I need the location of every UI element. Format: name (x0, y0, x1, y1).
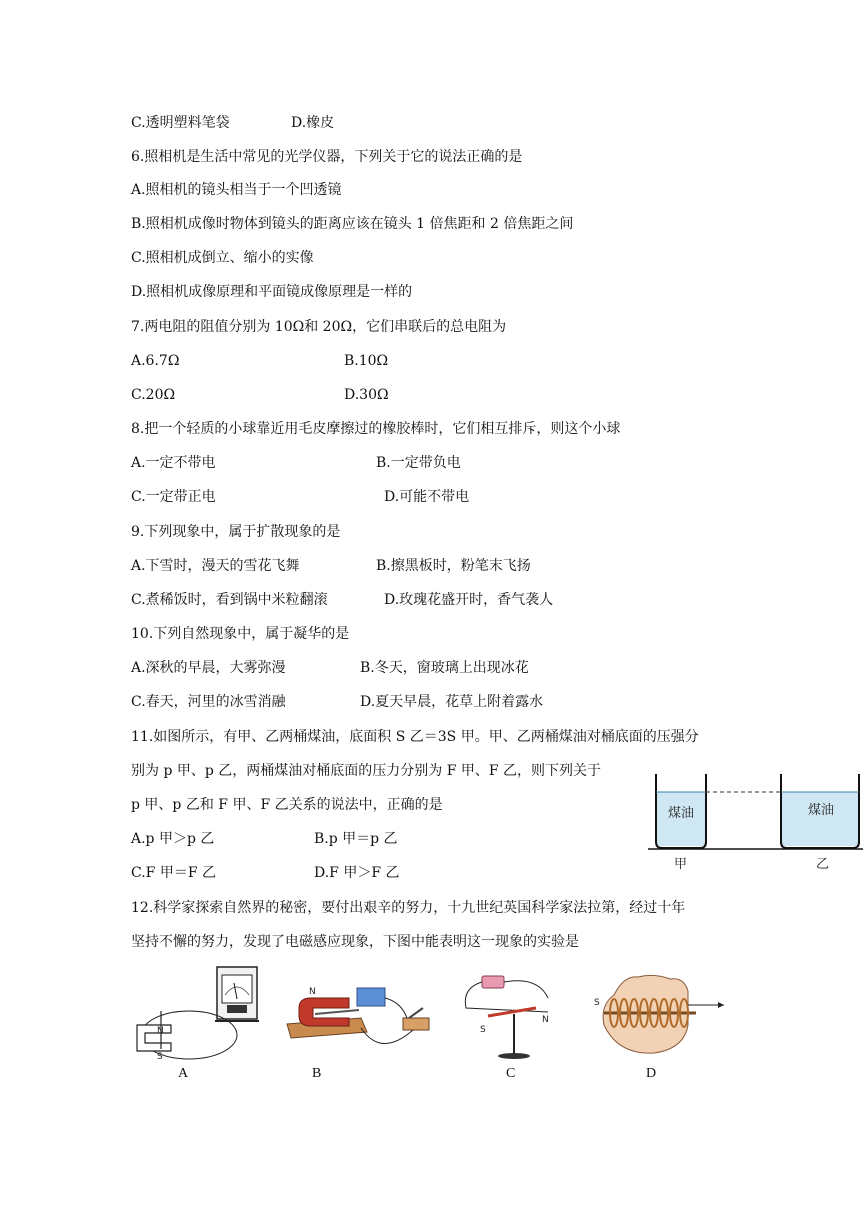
q12-figure-a (131, 963, 261, 1068)
q9-stem: 9.下列现象中，属于扩散现象的是 (131, 524, 341, 540)
pole-s-a: S (157, 1052, 163, 1062)
q12-figure-label-d: D (646, 1066, 657, 1081)
pole-n-a: N (157, 1026, 164, 1036)
q11-option-d: D.F 甲＞F 乙 (314, 865, 400, 881)
q10-option-b: B.冬天，窗玻璃上出现冰花 (360, 660, 529, 676)
q7-option-a: A.6.7Ω (131, 353, 180, 369)
metal-rod (315, 1010, 359, 1014)
q12-stem-line-2: 坚持不懈的努力，发现了电磁感应现象，下图中能表明这一现象的实验是 (131, 934, 579, 950)
q12-figure-label-a: A (178, 1066, 189, 1081)
q11-bucket-figure (648, 772, 863, 872)
q7-option-c: C.20Ω (131, 387, 176, 403)
q6-option-a: A.照相机的镜头相当于一个凹透镜 (131, 182, 342, 198)
q6-option-b: B.照相机成像时物体到镜头的距离应该在镜头 1 倍焦距和 2 倍焦距之间 (131, 216, 574, 232)
circuit-wire (141, 1011, 237, 1059)
battery-box (357, 988, 385, 1006)
q8-option-d: D.可能不带电 (384, 489, 470, 505)
switch-base (403, 1018, 429, 1030)
q8-option-c: C.一定带正电 (131, 489, 216, 505)
pole-n-b: N (309, 987, 316, 997)
q11-stem-line-2: 别为 p 甲、p 乙，两桶煤油对桶底面的压力分别为 F 甲、F 乙，则下列关于 (131, 763, 602, 779)
q5-option-d: D.橡皮 (291, 115, 335, 131)
kerosene-yi-fill (781, 792, 859, 846)
q7-option-b: B.10Ω (344, 353, 389, 369)
galvanometer-terminal (227, 1005, 247, 1013)
bucket-yi-caption: 乙 (816, 857, 830, 872)
pole-n-c: N (542, 1015, 549, 1025)
battery-cell (482, 976, 504, 988)
q12-figure-label-b: B (312, 1066, 322, 1081)
q8-stem: 8.把一个轻质的小球靠近用毛皮摩擦过的橡胶棒时，它们相互排斥，则这个小球 (131, 421, 621, 437)
q11-stem-line-3: p 甲、p 乙和 F 甲、F 乙关系的说法中，正确的是 (131, 797, 443, 813)
bucket-jia (656, 774, 706, 848)
switch-lever (409, 1008, 423, 1018)
q8-option-b: B.一定带负电 (376, 455, 461, 471)
pole-s-c: S (480, 1025, 486, 1035)
bucket-jia-caption: 甲 (674, 857, 688, 872)
stand-base (498, 1053, 530, 1059)
q10-option-d: D.夏天早晨，花草上附着露水 (360, 694, 544, 710)
q9-option-b: B.擦黑板时，粉笔末飞扬 (376, 558, 531, 574)
q9-option-a: A.下雪时，漫天的雪花飞舞 (131, 558, 300, 574)
bucket-yi (781, 774, 859, 848)
kerosene-jia-label: 煤油 (668, 806, 695, 821)
kerosene-yi-label: 煤油 (808, 803, 835, 818)
q8-option-a: A.一定不带电 (131, 455, 216, 471)
q9-option-c: C.煮稀饭时，看到锅中米粒翻滚 (131, 592, 328, 608)
q11-stem-line-1: 11.如图所示，有甲、乙两桶煤油，底面积 S 乙＝3S 甲。甲、乙两桶煤油对桶底面的压强分 (131, 729, 699, 745)
q11-option-b: B.p 甲＝p 乙 (314, 831, 398, 847)
u-magnet (137, 1025, 171, 1051)
q9-option-d: D.玫瑰花盛开时，香气袭人 (384, 592, 554, 608)
pole-s-d: S (594, 998, 600, 1008)
q6-option-c: C.照相机成倒立、缩小的实像 (131, 250, 314, 266)
q12-figure-d (584, 965, 729, 1065)
q10-stem: 10.下列自然现象中，属于凝华的是 (131, 626, 350, 642)
q12-figure-b (281, 978, 441, 1068)
q6-stem: 6.照相机是生活中常见的光学仪器，下列关于它的说法正确的是 (131, 149, 523, 165)
q12-stem-line-1: 12.科学家探索自然界的秘密，要付出艰辛的努力，十九世纪英国科学家法拉第，经过十年 (131, 900, 686, 916)
q6-option-d: D.照相机成像原理和平面镜成像原理是一样的 (131, 284, 413, 300)
q11-option-c: C.F 甲＝F 乙 (131, 865, 216, 881)
q10-option-a: A.深秋的早晨，大雾弥漫 (131, 660, 286, 676)
q12-figure-c (458, 968, 568, 1068)
q7-option-d: D.30Ω (344, 387, 389, 403)
q10-option-c: C.春天，河里的冰雪消融 (131, 694, 286, 710)
q12-figure-label-c: C (506, 1066, 516, 1081)
q5-option-c: C.透明塑料笔袋 (131, 115, 230, 131)
q11-option-a: A.p 甲＞p 乙 (131, 831, 215, 847)
q7-stem: 7.两电阻的阻值分别为 10Ω和 20Ω，它们串联后的总电阻为 (131, 319, 507, 335)
